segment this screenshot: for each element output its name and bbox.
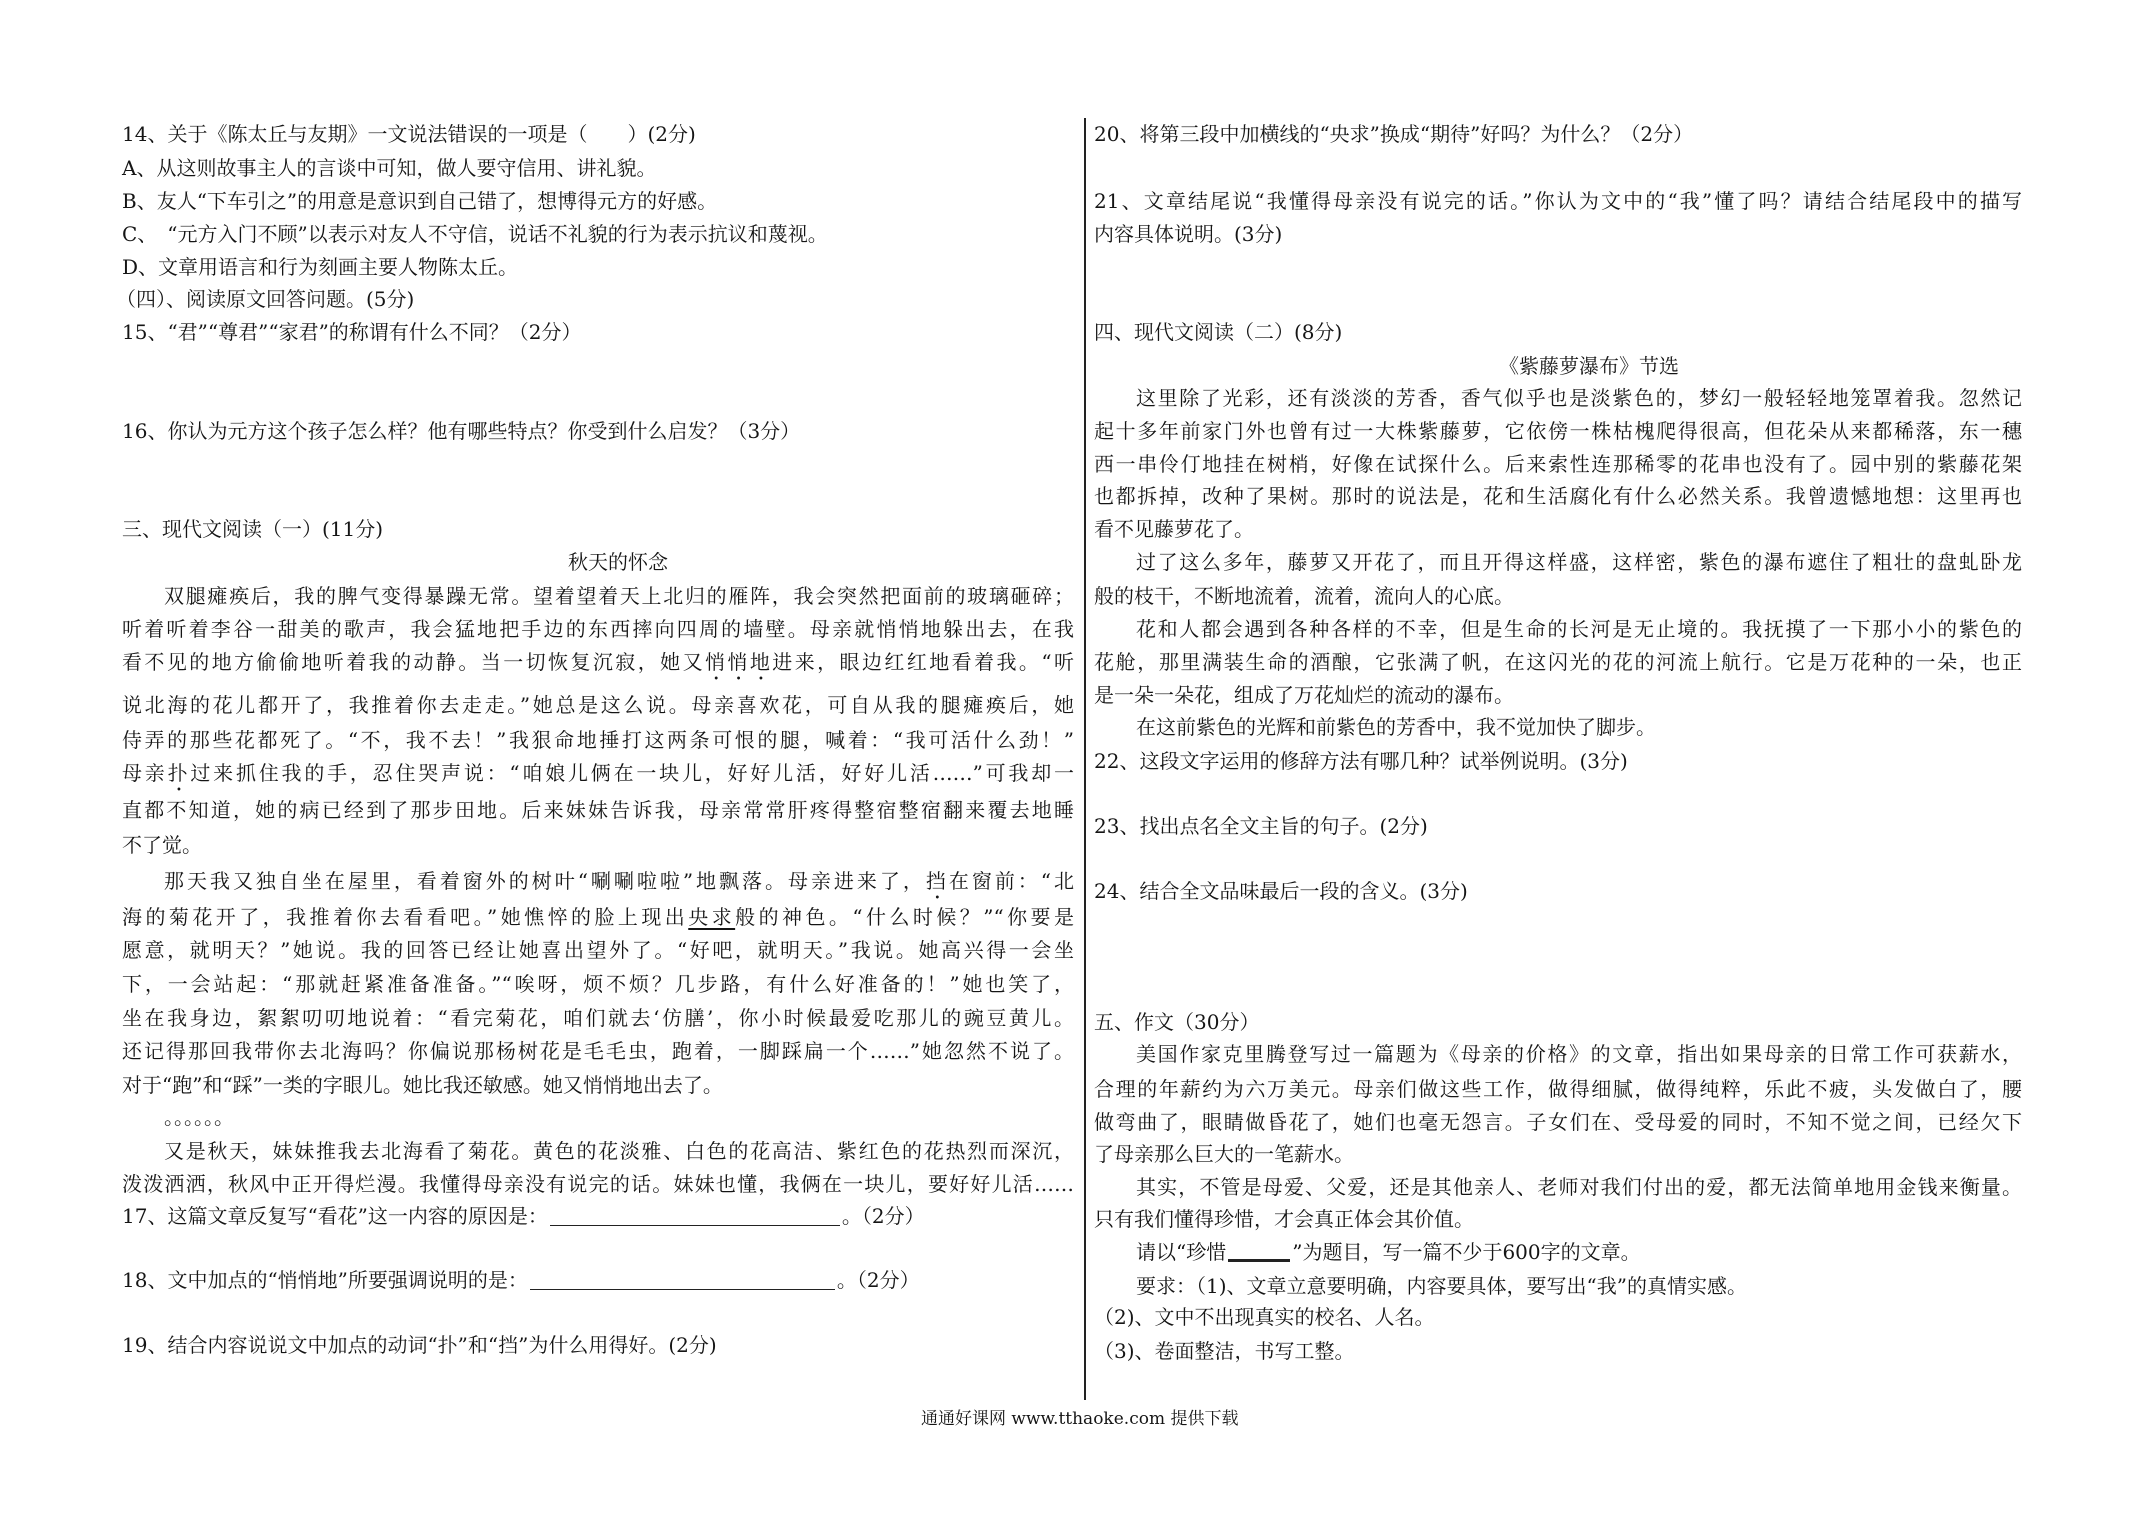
text-segment: 过来抓住我的手，忍住哭声说：“咱娘儿俩在一块儿，好好儿活，好好儿活……”可我却一 [190, 761, 1075, 785]
title-blank [1228, 1259, 1290, 1262]
question-score: 。（2分） [841, 1204, 925, 1228]
passage-line: 过了这么多年，藤萝又开花了，而且开得这样盛，这样密，紫色的瀑布遮住了粗壮的盘虬卧龙 [1136, 550, 2022, 574]
passage-line: 般的枝干，不断地流着，流着，流向人的心底。 [1094, 584, 1514, 608]
question-text: 18、文中加点的“悄悄地”所要强调说明的是： [122, 1268, 528, 1292]
text-segment: 海的菊花开了，我推着你去看看吧。”她憔悴的脸上现出 [122, 905, 689, 929]
question-18 [122, 1266, 1074, 1294]
reading-1-heading: 三、现代文阅读（一）(11分) [122, 517, 384, 541]
dotted-word: 扑 [167, 761, 191, 785]
passage-line [122, 903, 1074, 931]
text-segment: 般的神色。“什么时候？”“你要是 [735, 905, 1074, 929]
passage-line: 只有我们懂得珍惜，才会真正体会其价值。 [1094, 1207, 1474, 1231]
passage-line: 起十多年前家门外也曾有过一大株紫藤萝，它依傍一株枯槐爬得很高，但花朵从来都稀落，东一穗 [1094, 419, 2022, 443]
passage-line: 是一朵一朵花，组成了万花灿烂的流动的瀑布。 [1094, 683, 1514, 707]
passage-line: 合理的年薪约为六万美元。母亲们做这些工作，做得细腻，做得纯粹，乐此不疲，头发做白了，腰 [1094, 1077, 2022, 1101]
passage-line: 花和人都会遇到各种各样的不幸，但是生命的长河是无止境的。我抚摸了一下那小小的紫色的 [1136, 617, 2022, 641]
text-segment: 母亲 [122, 761, 168, 785]
passage-line [122, 867, 1074, 895]
requirement-1: 要求：（1)、文章立意要明确，内容要具体，要写出“我”的真情实感。 [1136, 1274, 1747, 1298]
composition-heading: 五、作文（30分） [1094, 1010, 1260, 1034]
passage-line: 也都拆掉，改种了果树。那时的说法是，花和生活腐化有什么必然关系。我曾遗憾地想：这里再也 [1094, 484, 2022, 508]
question-24: 24、结合全文品味最后一段的含义。(3分) [1094, 879, 1468, 903]
question-21: 21、文章结尾说“我懂得母亲没有说完的话。”你认为文中的“我”懂了吗？请结合结尾段中的描写 [1094, 189, 2022, 213]
passage-line: 其实，不管是母爱、父爱，还是其他亲人、老师对我们付出的爱，都无法简单地用金钱来衡量。 [1136, 1175, 2022, 1199]
article-title: 秋天的怀念 [568, 550, 668, 574]
section-4-heading: （四）、阅读原文回答问题。(5分) [116, 287, 415, 311]
prompt-text: ”为题目，写一篇不少于600字的文章。 [1292, 1240, 1641, 1264]
text-segment: 那天我又独自坐在屋里，看着窗外的树叶“唰唰啦啦”地飘落。母亲进来了， [164, 869, 926, 893]
reading-2-heading: 四、现代文阅读（二）(8分) [1094, 320, 1343, 344]
passage-line: 在这前紫色的光辉和前紫色的芳香中，我不觉加快了脚步。 [1136, 715, 1656, 739]
question-22: 22、这段文字运用的修辞方法有哪几种？试举例说明。(3分) [1094, 749, 1628, 773]
text-segment: 在窗前：“北 [948, 869, 1074, 893]
requirement-3: （3)、卷面整洁，书写工整。 [1094, 1339, 1355, 1363]
option-c: C、 “元方入门不顾”以表示对友人不守信，说话不礼貌的行为表示抗议和蔑视。 [122, 222, 828, 246]
question-text: 17、这篇文章反复写“看花”这一内容的原因是： [122, 1204, 548, 1228]
question-21-cont: 内容具体说明。(3分) [1094, 222, 1283, 246]
passage-ellipsis: 。。。。。。 [164, 1105, 234, 1129]
answer-blank [550, 1225, 840, 1226]
passage-line: 还记得那回我带你去北海吗？你偏说那杨树花是毛毛虫，跑着，一脚踩扁一个……”她忽然不说了。 [122, 1039, 1074, 1063]
passage-line: 双腿瘫痪后，我的脾气变得暴躁无常。望着望着天上北归的雁阵，我会突然把面前的玻璃砸碎； [164, 584, 1074, 608]
prompt-text: 请以“珍惜 [1136, 1240, 1227, 1264]
passage-line: 侍弄的那些花都死了。“不，我不去！”我狠命地捶打这两条可恨的腿，喊着：“我可活什么劲！” [122, 728, 1074, 752]
passage-line: 下，一会站起：“那就赶紧准备准备。”“唉呀，烦不烦？几步路，有什么好准备的！”她也笑了， [122, 972, 1074, 996]
composition-prompt [1094, 1238, 2022, 1266]
dotted-word: 挡 [925, 869, 949, 893]
passage-line: 西一串伶仃地挂在树梢，好像在试探什么。后来索性连那稀零的花串也没有了。园中别的紫藤花架 [1094, 452, 2022, 476]
passage-line: 泼泼洒洒，秋风中正开得烂漫。我懂得母亲没有说完的话。妹妹也懂，我俩在一块儿，要好好儿活…… [122, 1172, 1074, 1196]
passage-line: 花舱，那里满装生命的酒酿，它张满了帆，在这闪光的花的河流上航行。它是万花种的一朵，也正 [1094, 650, 2022, 674]
requirement-2: （2)、文中不出现真实的校名、人名。 [1094, 1305, 1435, 1329]
question-20: 20、将第三段中加横线的“央求”换成“期待”好吗？为什么？（2分） [1094, 122, 1694, 146]
text-segment: 进来，眼边红红地看着我。“听 [772, 650, 1075, 674]
question-19: 19、结合内容说说文中加点的动词“扑”和“挡”为什么用得好。(2分) [122, 1333, 717, 1357]
dotted-word: 悄悄地 [705, 650, 773, 674]
passage-line: 听着听着李谷一甜美的歌声，我会猛地把手边的东西摔向四周的墙壁。母亲就悄悄地躲出去，在我 [122, 617, 1074, 641]
column-divider [1084, 118, 1086, 1400]
question-16: 16、你认为元方这个孩子怎么样？他有哪些特点？你受到什么启发？（3分） [122, 419, 801, 443]
option-a: A、从这则故事主人的言谈中可知，做人要守信用、讲礼貌。 [122, 156, 657, 180]
question-14: 14、关于《陈太丘与友期》一文说法错误的一项是（ ）(2分) [122, 122, 696, 146]
question-17 [122, 1202, 1074, 1230]
passage-line: 直都不知道，她的病已经到了那步田地。后来妹妹告诉我，母亲常常肝疼得整宿整宿翻来覆去地睡 [122, 798, 1074, 822]
passage-line [122, 759, 1074, 787]
passage-line: 美国作家克里腾登写过一篇题为《母亲的价格》的文章，指出如果母亲的日常工作可获薪水， [1136, 1042, 2022, 1066]
passage-line: 做弯曲了，眼睛做昏花了，她们也毫无怨言。子女们在、受母爱的同时，不知不觉之间，已经欠下 [1094, 1110, 2022, 1134]
underlined-word: 央求 [688, 905, 736, 929]
option-b: B、友人“下车引之”的用意是意识到自己错了，想博得元方的好感。 [122, 189, 718, 213]
answer-blank [530, 1289, 835, 1290]
passage-line: 不了觉。 [122, 833, 202, 857]
passage-line: 这里除了光彩，还有淡淡的芳香，香气似乎也是淡紫色的，梦幻一般轻轻地笼罩着我。忽然记 [1136, 386, 2022, 410]
text-segment: 看不见的地方偷偷地听着我的动静。当一切恢复沉寂，她又 [122, 650, 705, 674]
passage-line: 坐在我身边，絮絮叨叨地说着：“看完菊花，咱们就去‘仿膳’，你小时候最爱吃那儿的豌豆黄儿。 [122, 1006, 1074, 1030]
passage-line: 愿意，就明天？”她说。我的回答已经让她喜出望外了。“好吧，就明天。”我说。她高兴得一会坐 [122, 938, 1074, 962]
passage-line: 了母亲那么巨大的一笔薪水。 [1094, 1142, 1354, 1166]
passage-line [122, 648, 1074, 676]
question-score: 。（2分） [836, 1268, 920, 1292]
question-23: 23、找出点名全文主旨的句子。(2分) [1094, 814, 1428, 838]
passage-line: 又是秋天，妹妹推我去北海看了菊花。黄色的花淡雅、白色的花高洁、紫红色的花热烈而深沉， [164, 1139, 1074, 1163]
page-footer: 通通好课网 www.tthaoke.com 提供下载 [921, 1409, 1239, 1429]
passage-line: 说北海的花儿都开了，我推着你去走走。”她总是这么说。母亲喜欢花，可自从我的腿瘫痪后，她 [122, 693, 1074, 717]
article-title: 《紫藤萝瀑布》节选 [1499, 354, 1679, 378]
question-15: 15、“君”“尊君”“家君”的称谓有什么不同？（2分） [122, 320, 582, 344]
passage-line: 对于“跑”和“踩”一类的字眼儿。她比我还敏感。她又悄悄地出去了。 [122, 1073, 723, 1097]
passage-line: 看不见藤萝花了。 [1094, 517, 1254, 541]
option-d: D、文章用语言和行为刻画主要人物陈太丘。 [122, 255, 519, 279]
